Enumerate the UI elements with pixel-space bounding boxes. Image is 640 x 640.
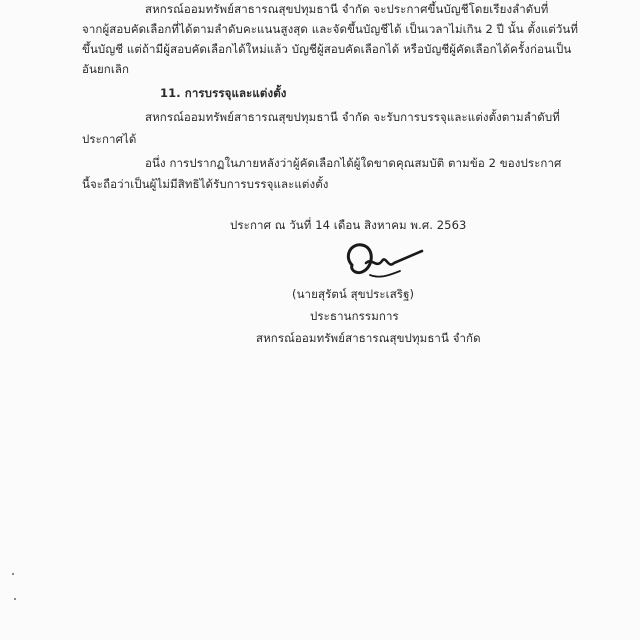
section-11-heading: 11. การบรรจุและแต่งตั้ง <box>160 86 287 100</box>
section11-line1: สหกรณ์ออมทรัพย์สาธารณสุขปทุมธานี จำกัด จะรับการบรรจุและแต่งตั้งตามลำดับที่ <box>145 110 560 124</box>
para1-line1: สหกรณ์ออมทรัพย์สาธารณสุขปทุมธานี จำกัด จะประกาศขึ้นบัญชีโดยเรียงลำดับที่ <box>145 2 549 16</box>
para1-line4: อันยกเลิก <box>82 62 130 76</box>
signer-position: ประธานกรรมการ <box>310 309 399 323</box>
section11-line2: ประกาศได้ <box>82 132 137 146</box>
signer-organization: สหกรณ์ออมทรัพย์สาธารณสุขปทุมธานี จำกัด <box>256 331 481 345</box>
announcement-date: ประกาศ ณ วันที่ 14 เดือน สิงหาคม พ.ศ. 2563 <box>230 218 467 232</box>
section11-line3: อนึ่ง การปรากฏในภายหลังว่าผู้คัดเลือกได้ผู้ใดขาดคุณสมบัติ ตามข้อ 2 ของประกาศ <box>145 156 562 170</box>
signature-mark <box>330 235 430 285</box>
scan-speck <box>14 598 16 600</box>
section11-line4: นี้จะถือว่าเป็นผู้ไม่มีสิทธิได้รับการบรรจุและแต่งตั้ง <box>82 177 329 191</box>
scan-speck <box>12 573 14 575</box>
para1-line2: จากผู้สอบคัดเลือกที่ได้ตามลำดับคะแนนสูงสุด และจัดขึ้นบัญชีได้ เป็นเวลาไม่เกิน 2 ปี นั้น ตั้งแต่วันที่ <box>82 22 579 36</box>
para1-line3: ขึ้นบัญชี แต่ถ้ามีผู้สอบคัดเลือกได้ใหม่แล้ว บัญชีผู้สอบคัดเลือกได้ หรือบัญชีผู้คัดเลือกได้ครั้งก่อนเป็น <box>82 42 572 56</box>
signer-name: (นายสุรัตน์ สุขประเสริฐ) <box>292 287 415 301</box>
